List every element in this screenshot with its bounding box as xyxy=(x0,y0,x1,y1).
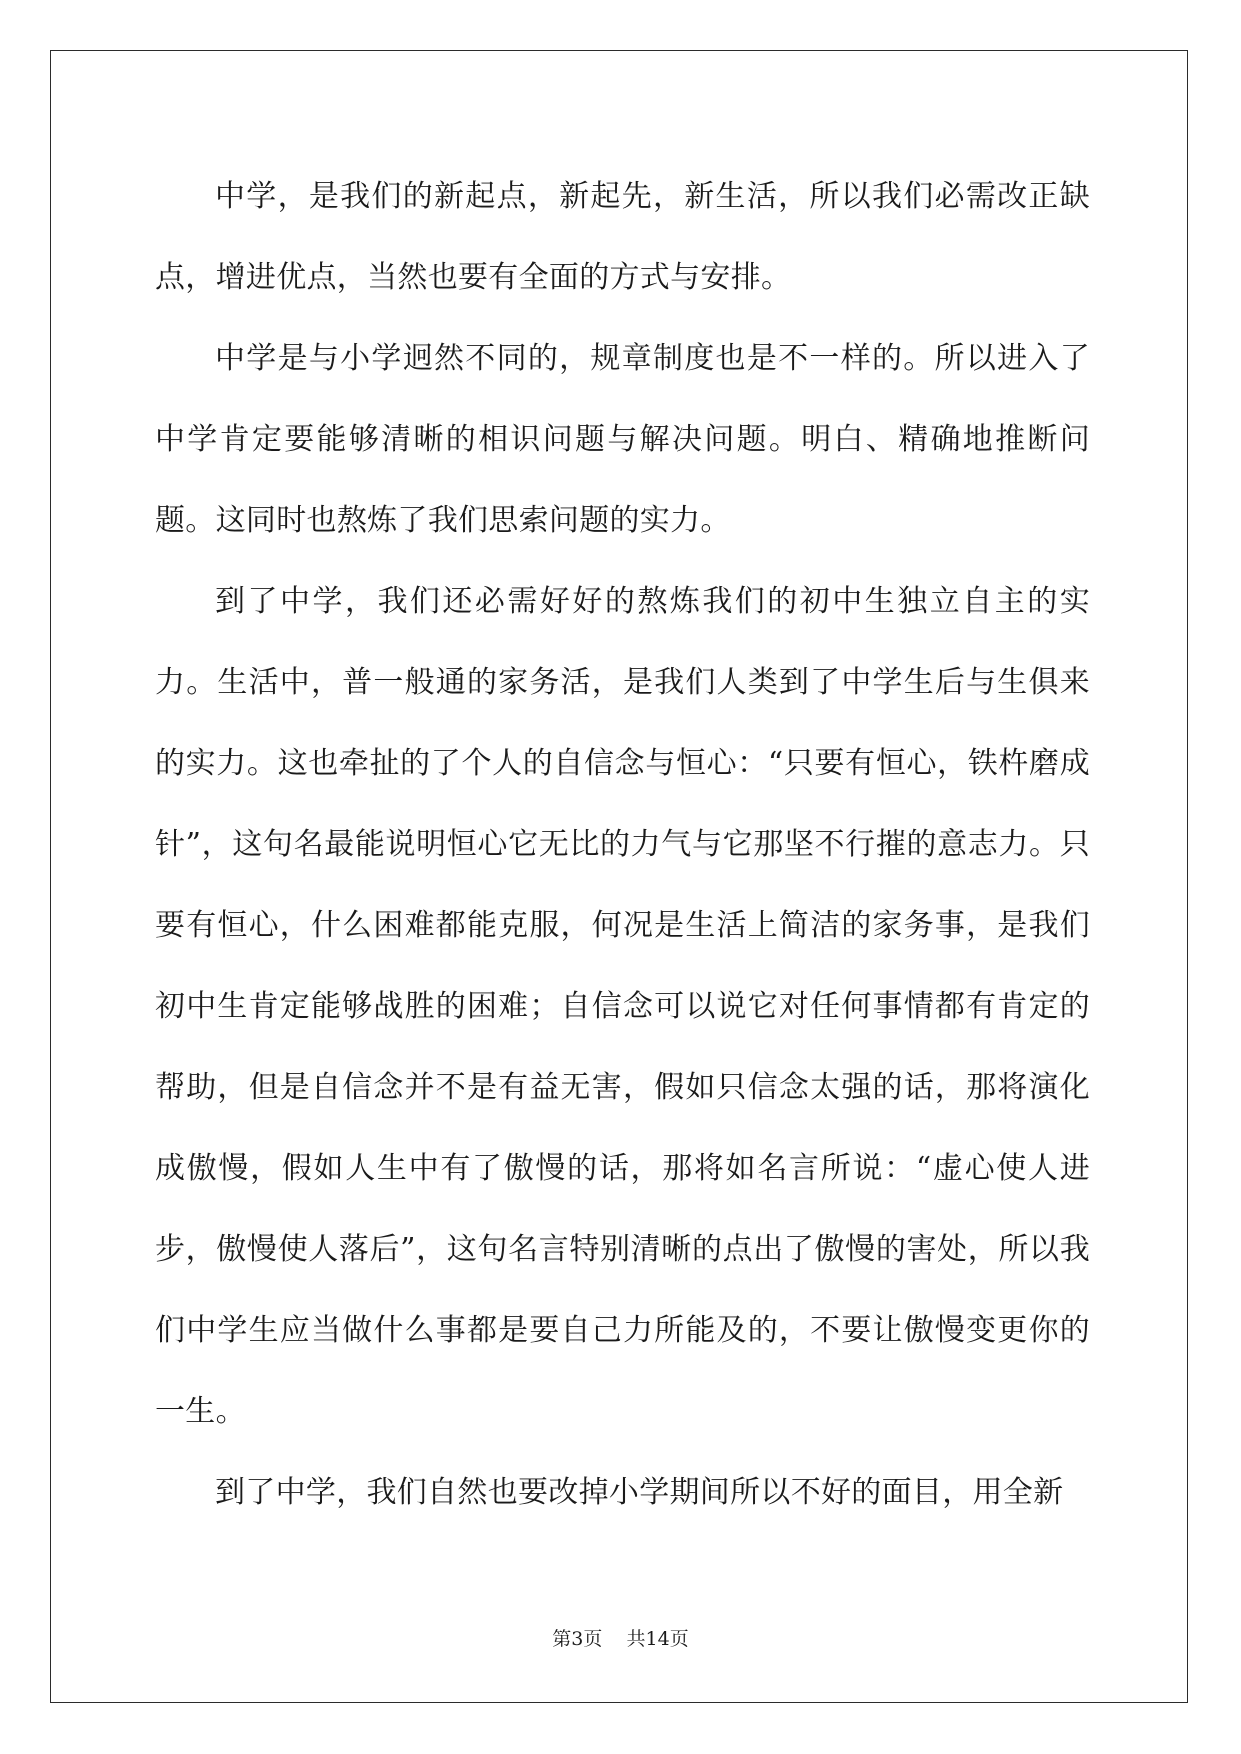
paragraph-2: 中学是与小学迥然不同的，规章制度也是不一样的。所以进入了中学肯定要能够清晰的相识问题与解决问题。明白、精确地推断问题。这同时也熬炼了我们思索问题的实力。 xyxy=(155,341,1090,538)
paragraph-3: 到了中学，我们还必需好好的熬炼我们的初中生独立自主的实力。生活中，普一般通的家务活，是我们人类到了中学生后与生俱来的实力。这也牵扯的了个人的自信念与恒心：“只要有恒心，铁杵磨成针”，这句名最能说明恒心它无比的力气与它那坚不行摧的意志力。只要有恒心，什么困难都能克服，何况是生活上简洁的家务事，是我们初中生肯定能够战胜的困难；自信念可以说它对任何事情都有肯定的帮助，但是自信念并不是有益无害，假如只信念太强的话，那将演化成傲慢，假如人生中有了傲慢的话，那将如名言所说：“虚心使人进步，傲慢使人落后”，这句名言特别清晰的点出了傲慢的害处，所以我们中学生应当做什么事都是要自己力所能及的，不要让傲慢变更你的一生。 xyxy=(155,584,1090,1429)
total-pages: 共14页 xyxy=(626,1628,689,1650)
document-body xyxy=(155,156,1090,1533)
page-footer xyxy=(0,1624,1241,1651)
page-number: 第3页 xyxy=(552,1628,603,1650)
paragraph-1: 中学，是我们的新起点，新起先，新生活，所以我们必需改正缺点，增进优点，当然也要有全面的方式与安排。 xyxy=(155,179,1090,295)
paragraph-4: 到了中学，我们自然也要改掉小学期间所以不好的面目，用全新 xyxy=(215,1475,1064,1510)
